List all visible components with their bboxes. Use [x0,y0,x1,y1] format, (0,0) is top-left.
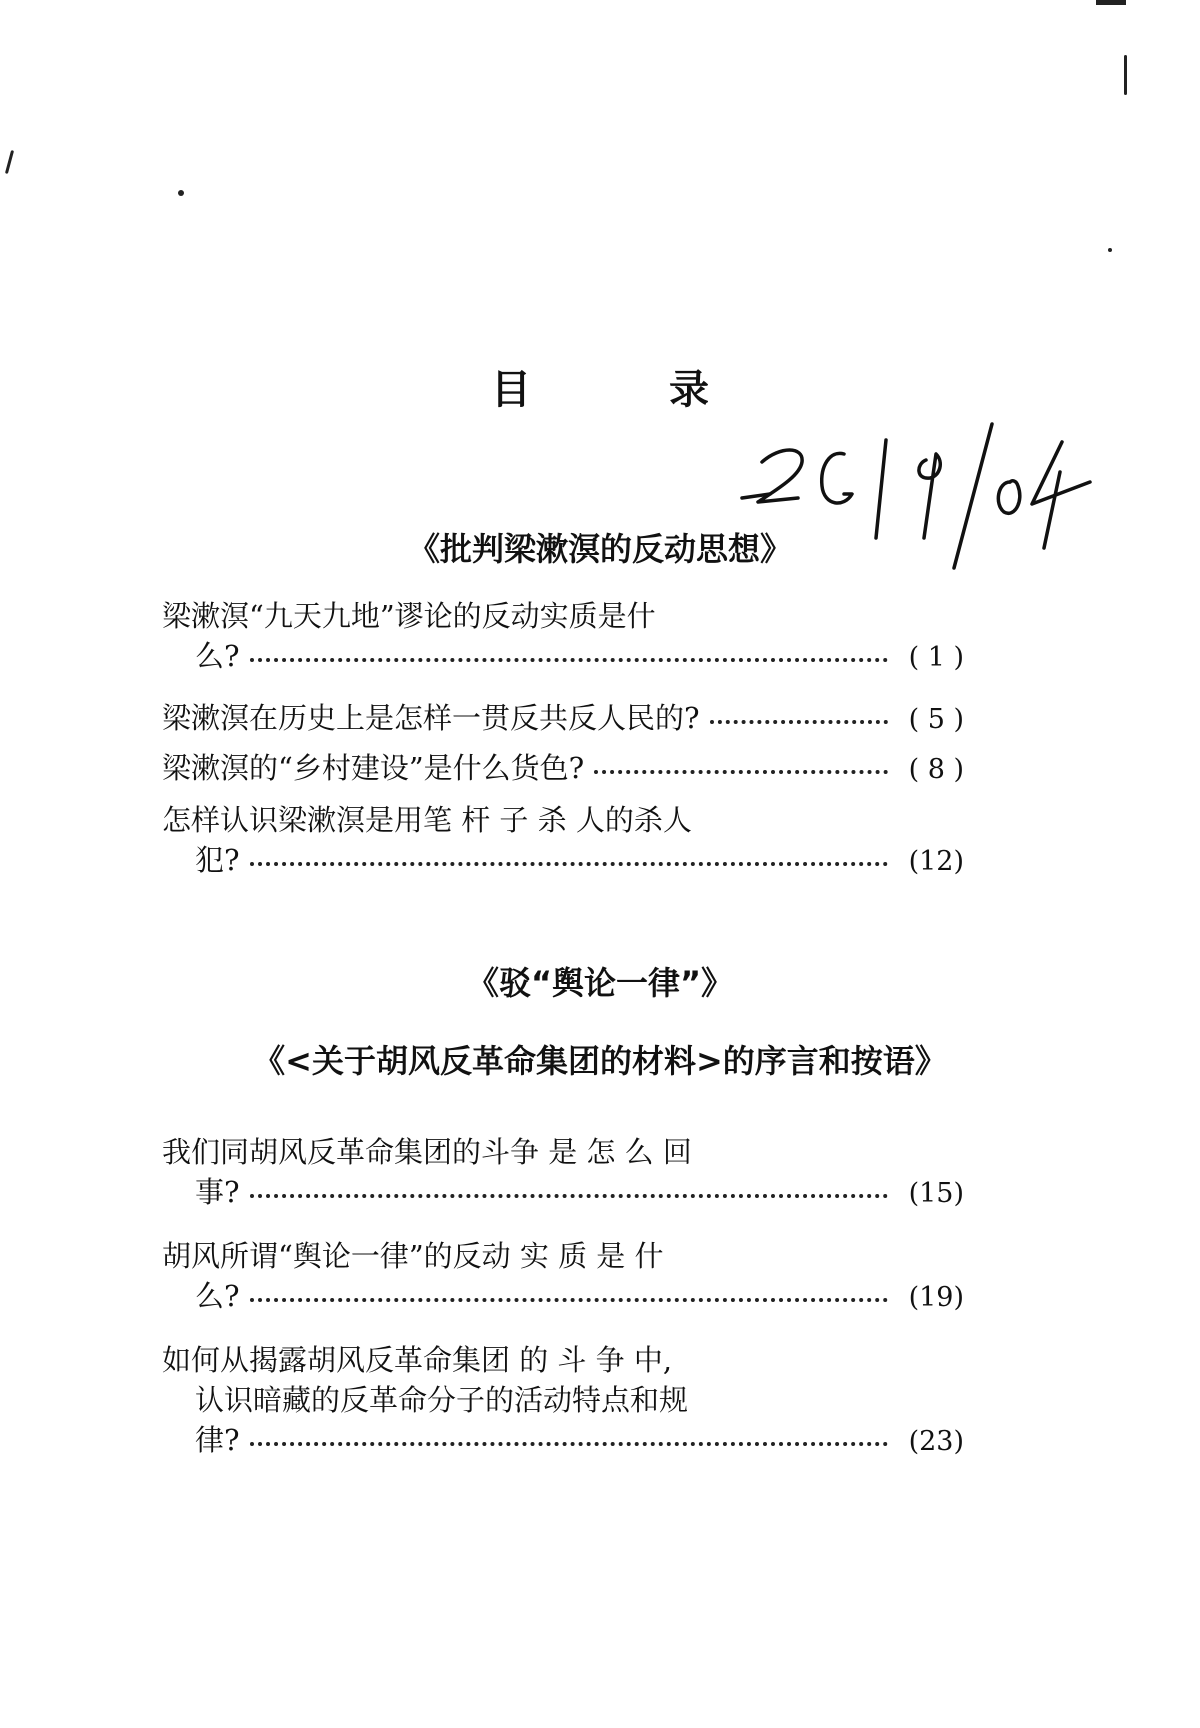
section-heading: 《批判梁漱溟的反动思想》 [407,530,792,568]
page-number: ( 1 ) [908,642,964,673]
entry-title-continued: 犯? [195,843,240,877]
dot-leader [250,1442,888,1446]
entry-title: 梁漱溟在历史上是怎样一贯反共反人民的? [162,701,700,735]
toc-entry[interactable] [162,698,964,740]
toc-entry[interactable] [162,748,964,790]
page-number: ( 8 ) [908,754,964,785]
page-number: (23) [908,1426,964,1457]
entry-title: 胡风所谓“舆论一律”的反动 实 质 是 什 [162,1239,664,1273]
page-number: (12) [908,846,964,877]
entry-title-continued: 么? [195,639,240,673]
scan-speck [5,150,14,174]
dot-leader [710,720,888,724]
scan-speck [1096,0,1126,5]
toc-entry[interactable] [162,1340,964,1462]
entry-title-continued: 事? [195,1175,240,1209]
dot-leader [250,862,888,866]
entry-title: 怎样认识梁漱溟是用笔 杆 子 杀 人的杀人 [162,803,692,837]
page-number: (19) [908,1282,964,1313]
entry-title-continued: 么? [195,1279,240,1313]
dot-leader [594,770,888,774]
toc-entry[interactable] [162,800,964,882]
dot-leader [250,1298,888,1302]
page-title: 目 录 [491,367,771,413]
scan-speck [1108,248,1112,252]
entry-title-continued: 认识暗藏的反革命分子的活动特点和规 [195,1383,689,1417]
entry-title-continued: 律? [195,1423,240,1457]
page-number: (15) [908,1178,964,1209]
toc-entry[interactable] [162,596,964,678]
entry-title: 梁漱溟“九天九地”谬论的反动实质是什 [162,599,656,633]
scan-speck [1124,55,1127,95]
toc-entry[interactable] [162,1236,964,1318]
section-heading: 《<关于胡风反革命集团的材料>的序言和按语》 [253,1042,947,1080]
entry-title: 我们同胡风反革命集团的斗争 是 怎 么 回 [162,1135,692,1169]
dot-leader [250,658,888,662]
entry-title: 梁漱溟的“乡村建设”是什么货色? [162,751,585,785]
handwritten-annotation [740,420,1100,610]
section-heading: 《驳“舆论一律”》 [466,964,734,1002]
toc-entry[interactable] [162,1132,964,1214]
dot-leader [250,1194,888,1198]
page-number: ( 5 ) [908,704,964,735]
scan-speck [178,190,184,196]
entry-title: 如何从揭露胡风反革命集团 的 斗 争 中, [162,1343,673,1377]
